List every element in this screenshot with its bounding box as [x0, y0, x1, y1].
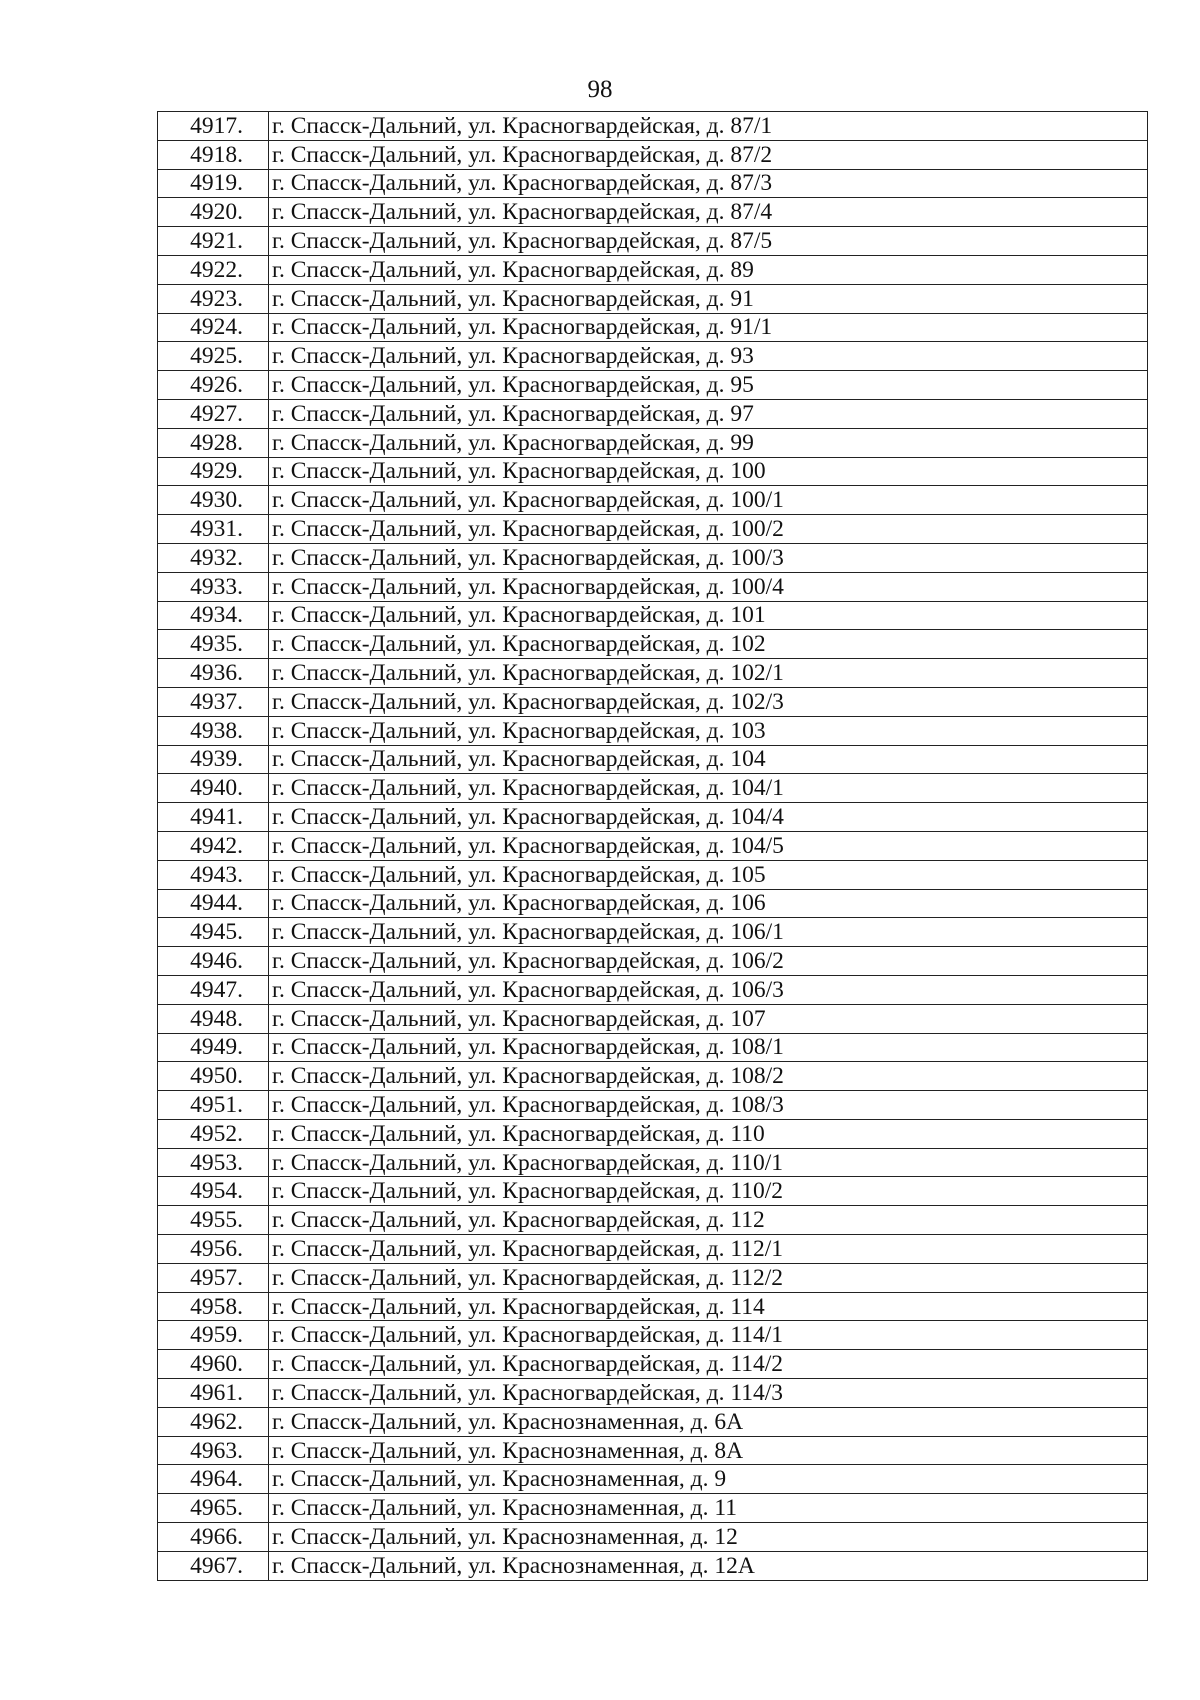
row-number: 4936.	[158, 659, 269, 688]
row-address: г. Спасск-Дальний, ул. Красногвардейская, д. 87/1	[269, 112, 1148, 141]
row-number: 4960.	[158, 1350, 269, 1379]
row-address: г. Спасск-Дальний, ул. Красногвардейская, д. 104/4	[269, 803, 1148, 832]
table-row	[158, 515, 1148, 544]
page-number: 98	[587, 76, 613, 103]
row-number: 4922.	[158, 255, 269, 284]
table-row	[158, 112, 1148, 141]
table-row	[158, 1091, 1148, 1120]
row-number: 4959.	[158, 1321, 269, 1350]
row-address: г. Спасск-Дальний, ул. Красногвардейская, д. 110	[269, 1119, 1148, 1148]
row-address: г. Спасск-Дальний, ул. Красногвардейская, д. 106/1	[269, 918, 1148, 947]
row-number: 4937.	[158, 687, 269, 716]
row-number: 4963.	[158, 1436, 269, 1465]
row-address: г. Спасск-Дальний, ул. Красногвардейская, д. 100/4	[269, 572, 1148, 601]
row-number: 4962.	[158, 1407, 269, 1436]
table-row	[158, 1062, 1148, 1091]
table-row	[158, 1292, 1148, 1321]
row-address: г. Спасск-Дальний, ул. Красногвардейская, д. 87/3	[269, 169, 1148, 198]
row-number: 4954.	[158, 1177, 269, 1206]
row-address: г. Спасск-Дальний, ул. Красногвардейская, д. 110/1	[269, 1148, 1148, 1177]
row-address: г. Спасск-Дальний, ул. Красногвардейская, д. 108/3	[269, 1091, 1148, 1120]
table-row	[158, 1119, 1148, 1148]
table-row	[158, 284, 1148, 313]
row-address: г. Спасск-Дальний, ул. Красногвардейская, д. 112	[269, 1206, 1148, 1235]
table-row	[158, 457, 1148, 486]
table-row	[158, 860, 1148, 889]
row-number: 4966.	[158, 1523, 269, 1552]
row-address: г. Спасск-Дальний, ул. Красногвардейская, д. 87/2	[269, 140, 1148, 169]
row-address: г. Спасск-Дальний, ул. Красногвардейская, д. 100/3	[269, 543, 1148, 572]
row-number: 4934.	[158, 601, 269, 630]
table-row	[158, 774, 1148, 803]
table-row	[158, 1206, 1148, 1235]
row-address: г. Спасск-Дальний, ул. Красногвардейская, д. 102/3	[269, 687, 1148, 716]
row-number: 4950.	[158, 1062, 269, 1091]
row-number: 4955.	[158, 1206, 269, 1235]
row-address: г. Спасск-Дальний, ул. Красногвардейская, д. 87/5	[269, 227, 1148, 256]
table-row	[158, 975, 1148, 1004]
table-row	[158, 716, 1148, 745]
row-number: 4957.	[158, 1263, 269, 1292]
table-row	[158, 918, 1148, 947]
row-number: 4929.	[158, 457, 269, 486]
table-row	[158, 803, 1148, 832]
address-table	[157, 111, 1148, 1581]
table-row	[158, 1523, 1148, 1552]
row-address: г. Спасск-Дальний, ул. Красногвардейская, д. 104/5	[269, 831, 1148, 860]
table-row	[158, 687, 1148, 716]
row-number: 4917.	[158, 112, 269, 141]
row-number: 4924.	[158, 313, 269, 342]
row-address: г. Спасск-Дальний, ул. Красногвардейская, д. 106/2	[269, 947, 1148, 976]
table-row	[158, 543, 1148, 572]
row-number: 4931.	[158, 515, 269, 544]
row-number: 4945.	[158, 918, 269, 947]
row-address: г. Спасск-Дальний, ул. Красногвардейская, д. 100/1	[269, 486, 1148, 515]
row-address: г. Спасск-Дальний, ул. Красногвардейская, д. 101	[269, 601, 1148, 630]
table-row	[158, 572, 1148, 601]
table-row	[158, 227, 1148, 256]
row-address: г. Спасск-Дальний, ул. Красногвардейская, д. 106	[269, 889, 1148, 918]
row-number: 4941.	[158, 803, 269, 832]
table-row	[158, 1263, 1148, 1292]
row-address: г. Спасск-Дальний, ул. Красногвардейская, д. 114/1	[269, 1321, 1148, 1350]
table-row	[158, 947, 1148, 976]
row-number: 4967.	[158, 1551, 269, 1580]
table-row	[158, 1407, 1148, 1436]
table-row	[158, 255, 1148, 284]
row-address: г. Спасск-Дальний, ул. Краснознаменная, д. 6А	[269, 1407, 1148, 1436]
row-number: 4942.	[158, 831, 269, 860]
row-number: 4949.	[158, 1033, 269, 1062]
table-row	[158, 601, 1148, 630]
row-number: 4953.	[158, 1148, 269, 1177]
row-address: г. Спасск-Дальний, ул. Красногвардейская, д. 103	[269, 716, 1148, 745]
table-row	[158, 428, 1148, 457]
table-row	[158, 1177, 1148, 1206]
row-address: г. Спасск-Дальний, ул. Красногвардейская, д. 104	[269, 745, 1148, 774]
row-address: г. Спасск-Дальний, ул. Красногвардейская, д. 114/2	[269, 1350, 1148, 1379]
table-row	[158, 1148, 1148, 1177]
row-address: г. Спасск-Дальний, ул. Красногвардейская, д. 106/3	[269, 975, 1148, 1004]
table-row	[158, 1004, 1148, 1033]
row-number: 4927.	[158, 399, 269, 428]
row-address: г. Спасск-Дальний, ул. Красногвардейская, д. 95	[269, 371, 1148, 400]
row-number: 4939.	[158, 745, 269, 774]
row-address: г. Спасск-Дальний, ул. Краснознаменная, д. 8А	[269, 1436, 1148, 1465]
row-address: г. Спасск-Дальний, ул. Красногвардейская, д. 108/2	[269, 1062, 1148, 1091]
row-address: г. Спасск-Дальний, ул. Красногвардейская, д. 107	[269, 1004, 1148, 1033]
row-number: 4928.	[158, 428, 269, 457]
row-address: г. Спасск-Дальний, ул. Краснознаменная, д. 12А	[269, 1551, 1148, 1580]
row-address: г. Спасск-Дальний, ул. Красногвардейская, д. 104/1	[269, 774, 1148, 803]
row-number: 4940.	[158, 774, 269, 803]
row-address: г. Спасск-Дальний, ул. Краснознаменная, д. 12	[269, 1523, 1148, 1552]
row-address: г. Спасск-Дальний, ул. Красногвардейская, д. 93	[269, 342, 1148, 371]
row-address: г. Спасск-Дальний, ул. Красногвардейская, д. 100	[269, 457, 1148, 486]
row-number: 4958.	[158, 1292, 269, 1321]
row-number: 4938.	[158, 716, 269, 745]
row-address: г. Спасск-Дальний, ул. Красногвардейская, д. 110/2	[269, 1177, 1148, 1206]
row-number: 4961.	[158, 1379, 269, 1408]
table-row	[158, 169, 1148, 198]
row-address: г. Спасск-Дальний, ул. Краснознаменная, д. 9	[269, 1465, 1148, 1494]
row-number: 4926.	[158, 371, 269, 400]
table-row	[158, 1436, 1148, 1465]
row-number: 4933.	[158, 572, 269, 601]
row-number: 4964.	[158, 1465, 269, 1494]
row-number: 4946.	[158, 947, 269, 976]
table-row	[158, 313, 1148, 342]
row-number: 4956.	[158, 1235, 269, 1264]
row-address: г. Спасск-Дальний, ул. Красногвардейская, д. 87/4	[269, 198, 1148, 227]
row-number: 4951.	[158, 1091, 269, 1120]
row-number: 4932.	[158, 543, 269, 572]
row-number: 4948.	[158, 1004, 269, 1033]
row-number: 4952.	[158, 1119, 269, 1148]
row-number: 4925.	[158, 342, 269, 371]
row-number: 4943.	[158, 860, 269, 889]
table-row	[158, 198, 1148, 227]
row-address: г. Спасск-Дальний, ул. Красногвардейская, д. 91	[269, 284, 1148, 313]
row-number: 4930.	[158, 486, 269, 515]
table-row	[158, 1551, 1148, 1580]
row-address: г. Спасск-Дальний, ул. Красногвардейская, д. 112/1	[269, 1235, 1148, 1264]
row-address: г. Спасск-Дальний, ул. Красногвардейская, д. 114/3	[269, 1379, 1148, 1408]
row-number: 4923.	[158, 284, 269, 313]
row-address: г. Спасск-Дальний, ул. Красногвардейская, д. 105	[269, 860, 1148, 889]
row-number: 4965.	[158, 1494, 269, 1523]
table-row	[158, 1494, 1148, 1523]
row-address: г. Спасск-Дальний, ул. Красногвардейская, д. 97	[269, 399, 1148, 428]
row-address: г. Спасск-Дальний, ул. Красногвардейская, д. 112/2	[269, 1263, 1148, 1292]
table-row	[158, 1465, 1148, 1494]
table-row	[158, 831, 1148, 860]
row-address: г. Спасск-Дальний, ул. Красногвардейская, д. 89	[269, 255, 1148, 284]
row-number: 4944.	[158, 889, 269, 918]
row-address: г. Спасск-Дальний, ул. Красногвардейская, д. 102/1	[269, 659, 1148, 688]
table-row	[158, 486, 1148, 515]
table-row	[158, 140, 1148, 169]
table-row	[158, 371, 1148, 400]
table-row	[158, 399, 1148, 428]
row-number: 4935.	[158, 630, 269, 659]
row-number: 4947.	[158, 975, 269, 1004]
table-row	[158, 1321, 1148, 1350]
table-row	[158, 745, 1148, 774]
row-address: г. Спасск-Дальний, ул. Красногвардейская, д. 102	[269, 630, 1148, 659]
row-address: г. Спасск-Дальний, ул. Красногвардейская, д. 99	[269, 428, 1148, 457]
table-row	[158, 889, 1148, 918]
table-row	[158, 1379, 1148, 1408]
table-row	[158, 659, 1148, 688]
row-number: 4918.	[158, 140, 269, 169]
table-row	[158, 342, 1148, 371]
table-row	[158, 1350, 1148, 1379]
row-number: 4921.	[158, 227, 269, 256]
row-address: г. Спасск-Дальний, ул. Краснознаменная, д. 11	[269, 1494, 1148, 1523]
row-address: г. Спасск-Дальний, ул. Красногвардейская, д. 114	[269, 1292, 1148, 1321]
row-number: 4920.	[158, 198, 269, 227]
table-row	[158, 630, 1148, 659]
table-row	[158, 1033, 1148, 1062]
address-table-body	[158, 112, 1148, 1581]
row-number: 4919.	[158, 169, 269, 198]
row-address: г. Спасск-Дальний, ул. Красногвардейская, д. 91/1	[269, 313, 1148, 342]
row-address: г. Спасск-Дальний, ул. Красногвардейская, д. 108/1	[269, 1033, 1148, 1062]
table-row	[158, 1235, 1148, 1264]
row-address: г. Спасск-Дальний, ул. Красногвардейская, д. 100/2	[269, 515, 1148, 544]
